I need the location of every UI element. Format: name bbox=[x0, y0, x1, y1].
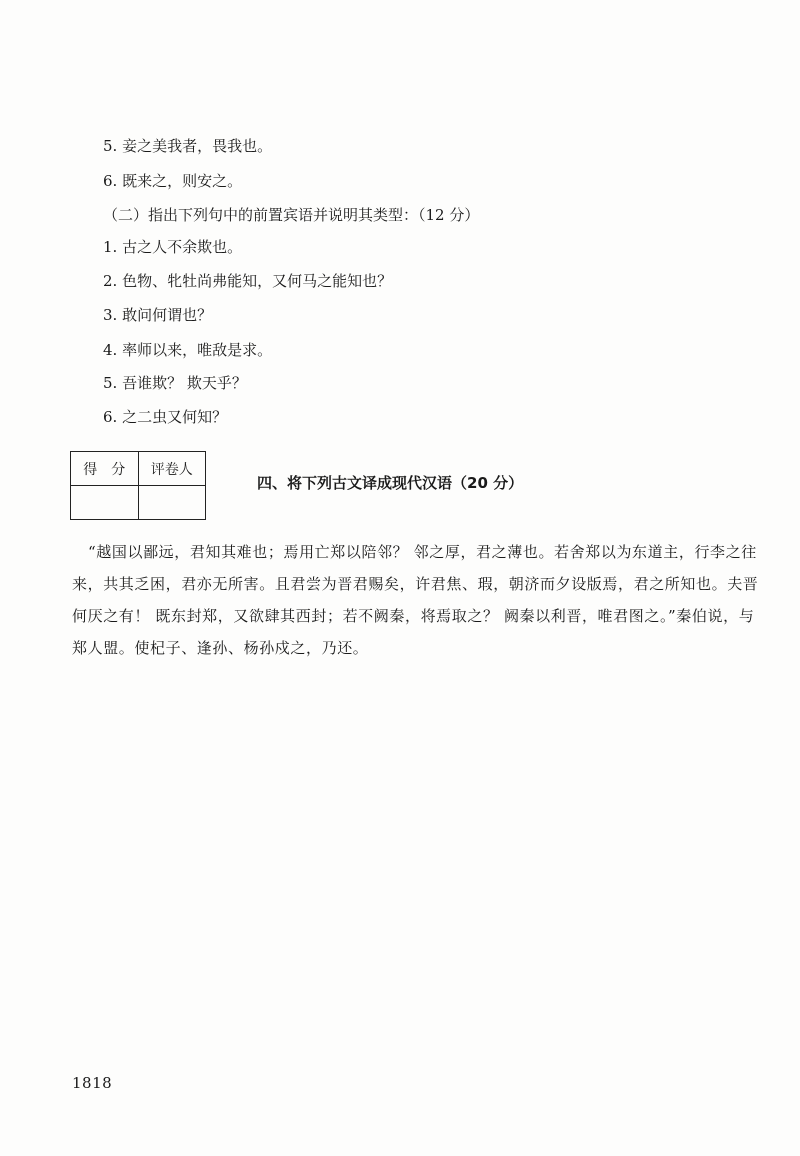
question-line: 6. 既来之，则安之。 bbox=[103, 172, 243, 190]
question-line: 1. 古之人不余欺也。 bbox=[103, 238, 243, 256]
translation-passage: “越国以鄙远，君知其难也；焉用亡郑以陪邻？ 邻之厚，君之薄也。若舍郑以为东道主，行李之往来，共其乏困，君亦无所害。且君尝为晋君赐矣，许君焦、瑕，朝济而夕设版焉，君之所知也。夫晋何厌之有！ 既东封郑，又欲肆其西封；若不阙秦，将焉取之？ 阙秦以利晋，唯君图之。”秦伯说，与郑人盟。使杞子、逢孙、杨孙戍之，乃还。 bbox=[72, 543, 759, 657]
question-line: 2. 色物、牝牡尚弗能知，又何马之能知也？ bbox=[103, 272, 393, 290]
question-line: 4. 率师以来，唯敌是求。 bbox=[103, 341, 273, 359]
page-number: 1818 bbox=[72, 1074, 113, 1092]
question-line: 5. 妾之美我者，畏我也。 bbox=[103, 137, 273, 155]
grader-label: 评卷人 bbox=[138, 452, 206, 486]
question-line: 5. 吾谁欺？ 欺天乎？ bbox=[103, 374, 247, 392]
score-label: 得 分 bbox=[71, 452, 139, 486]
score-cell bbox=[71, 486, 139, 520]
section-2-heading: （二）指出下列句中的前置宾语并说明其类型：（12 分） bbox=[103, 206, 480, 224]
grader-cell bbox=[138, 486, 206, 520]
question-line: 6. 之二虫又何知？ bbox=[103, 408, 228, 426]
section-4-title: 四、将下列古文译成现代汉语（20 分） bbox=[257, 474, 524, 492]
score-box bbox=[70, 451, 206, 520]
question-line: 3. 敢问何谓也？ bbox=[103, 306, 213, 324]
